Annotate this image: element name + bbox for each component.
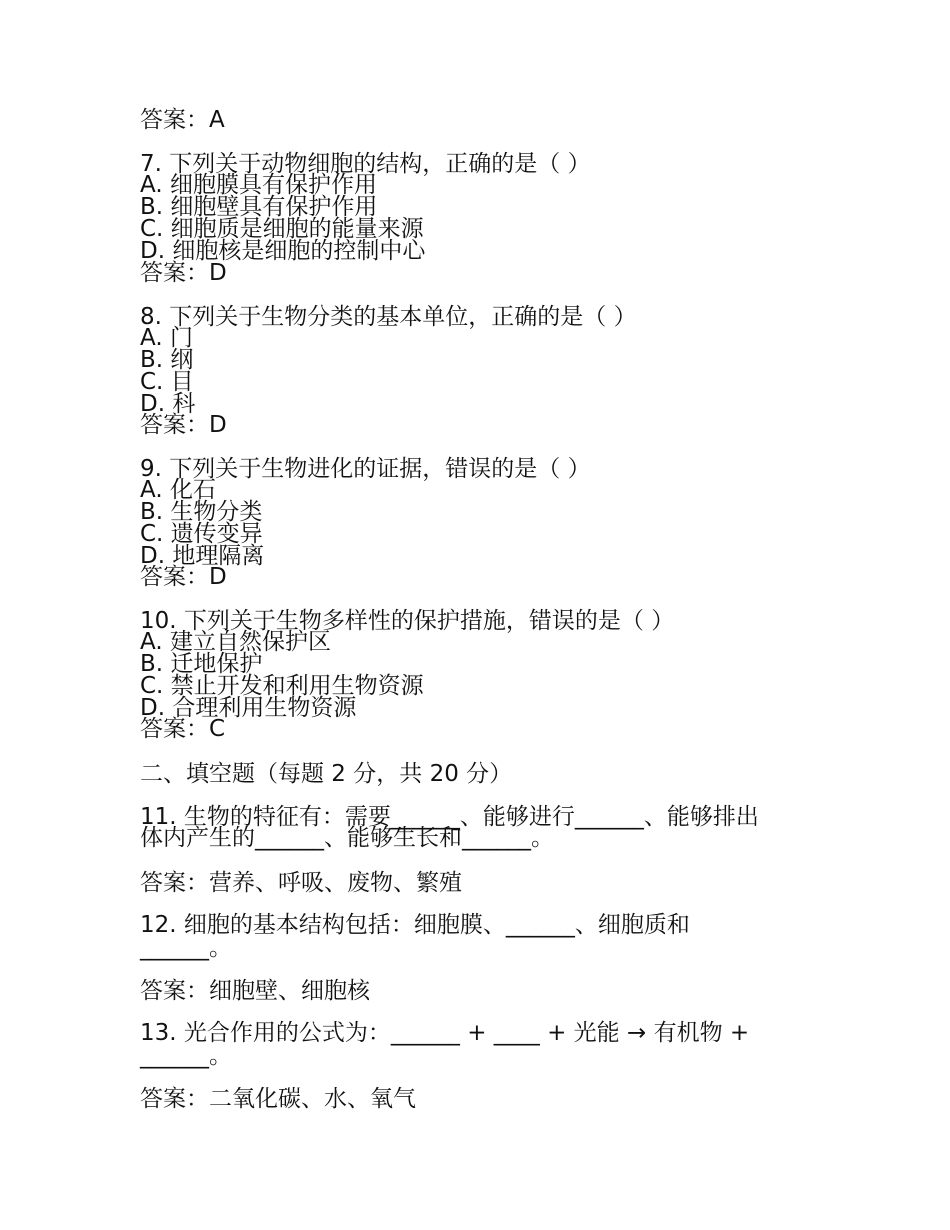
answer-7: 答案：D	[140, 260, 227, 286]
q8-option-b: B. 纲	[140, 347, 194, 373]
q10-option-d: D. 合理利用生物资源	[140, 695, 357, 721]
q9-option-d: D. 地理隔离	[140, 543, 265, 569]
q10-option-b: B. 迁地保护	[140, 651, 263, 677]
question-13-line-1: 13. 光合作用的公式为：______ + ____ + 光能 → 有机物 +	[140, 1020, 750, 1046]
question-10: 10. 下列关于生物多样性的保护措施，错误的是（ ）	[140, 608, 675, 634]
q10-option-c: C. 禁止开发和利用生物资源	[140, 673, 424, 699]
answer-12: 答案：细胞壁、细胞核	[140, 978, 370, 1004]
q8-option-c: C. 目	[140, 369, 194, 395]
q7-option-b: B. 细胞壁具有保护作用	[140, 194, 378, 220]
q10-option-a: A. 建立自然保护区	[140, 629, 331, 655]
q7-option-a: A. 细胞膜具有保护作用	[140, 172, 377, 198]
q9-option-c: C. 遗传变异	[140, 521, 263, 547]
question-12-line-2: ______。	[140, 935, 232, 961]
q7-option-d: D. 细胞核是细胞的控制中心	[140, 238, 426, 264]
answer-8: 答案：D	[140, 412, 227, 438]
answer-13: 答案：二氧化碳、水、氧气	[140, 1086, 416, 1112]
question-11-line-1: 11. 生物的特征有：需要______、能够进行______、能够排出	[140, 804, 759, 830]
q9-option-a: A. 化石	[140, 477, 216, 503]
question-8: 8. 下列关于生物分类的基本单位，正确的是（ ）	[140, 304, 637, 330]
section-heading-fill-in: 二、填空题（每题 2 分，共 20 分）	[140, 761, 513, 787]
question-9: 9. 下列关于生物进化的证据，错误的是（ ）	[140, 456, 591, 482]
question-11-line-2: 体内产生的______、能够生长和______。	[140, 825, 554, 851]
question-12-line-1: 12. 细胞的基本结构包括：细胞膜、______、细胞质和	[140, 912, 690, 938]
answer-10: 答案：C	[140, 716, 226, 742]
q8-option-a: A. 门	[140, 325, 193, 351]
answer-9: 答案：D	[140, 564, 227, 590]
q8-option-d: D. 科	[140, 391, 196, 417]
question-7: 7. 下列关于动物细胞的结构，正确的是（ ）	[140, 151, 591, 177]
answer-11: 答案：营养、呼吸、废物、繁殖	[140, 870, 462, 896]
q7-option-c: C. 细胞质是细胞的能量来源	[140, 216, 424, 242]
answer-6: 答案：A	[140, 107, 225, 133]
question-13-line-2: ______。	[140, 1043, 232, 1069]
q9-option-b: B. 生物分类	[140, 499, 263, 525]
